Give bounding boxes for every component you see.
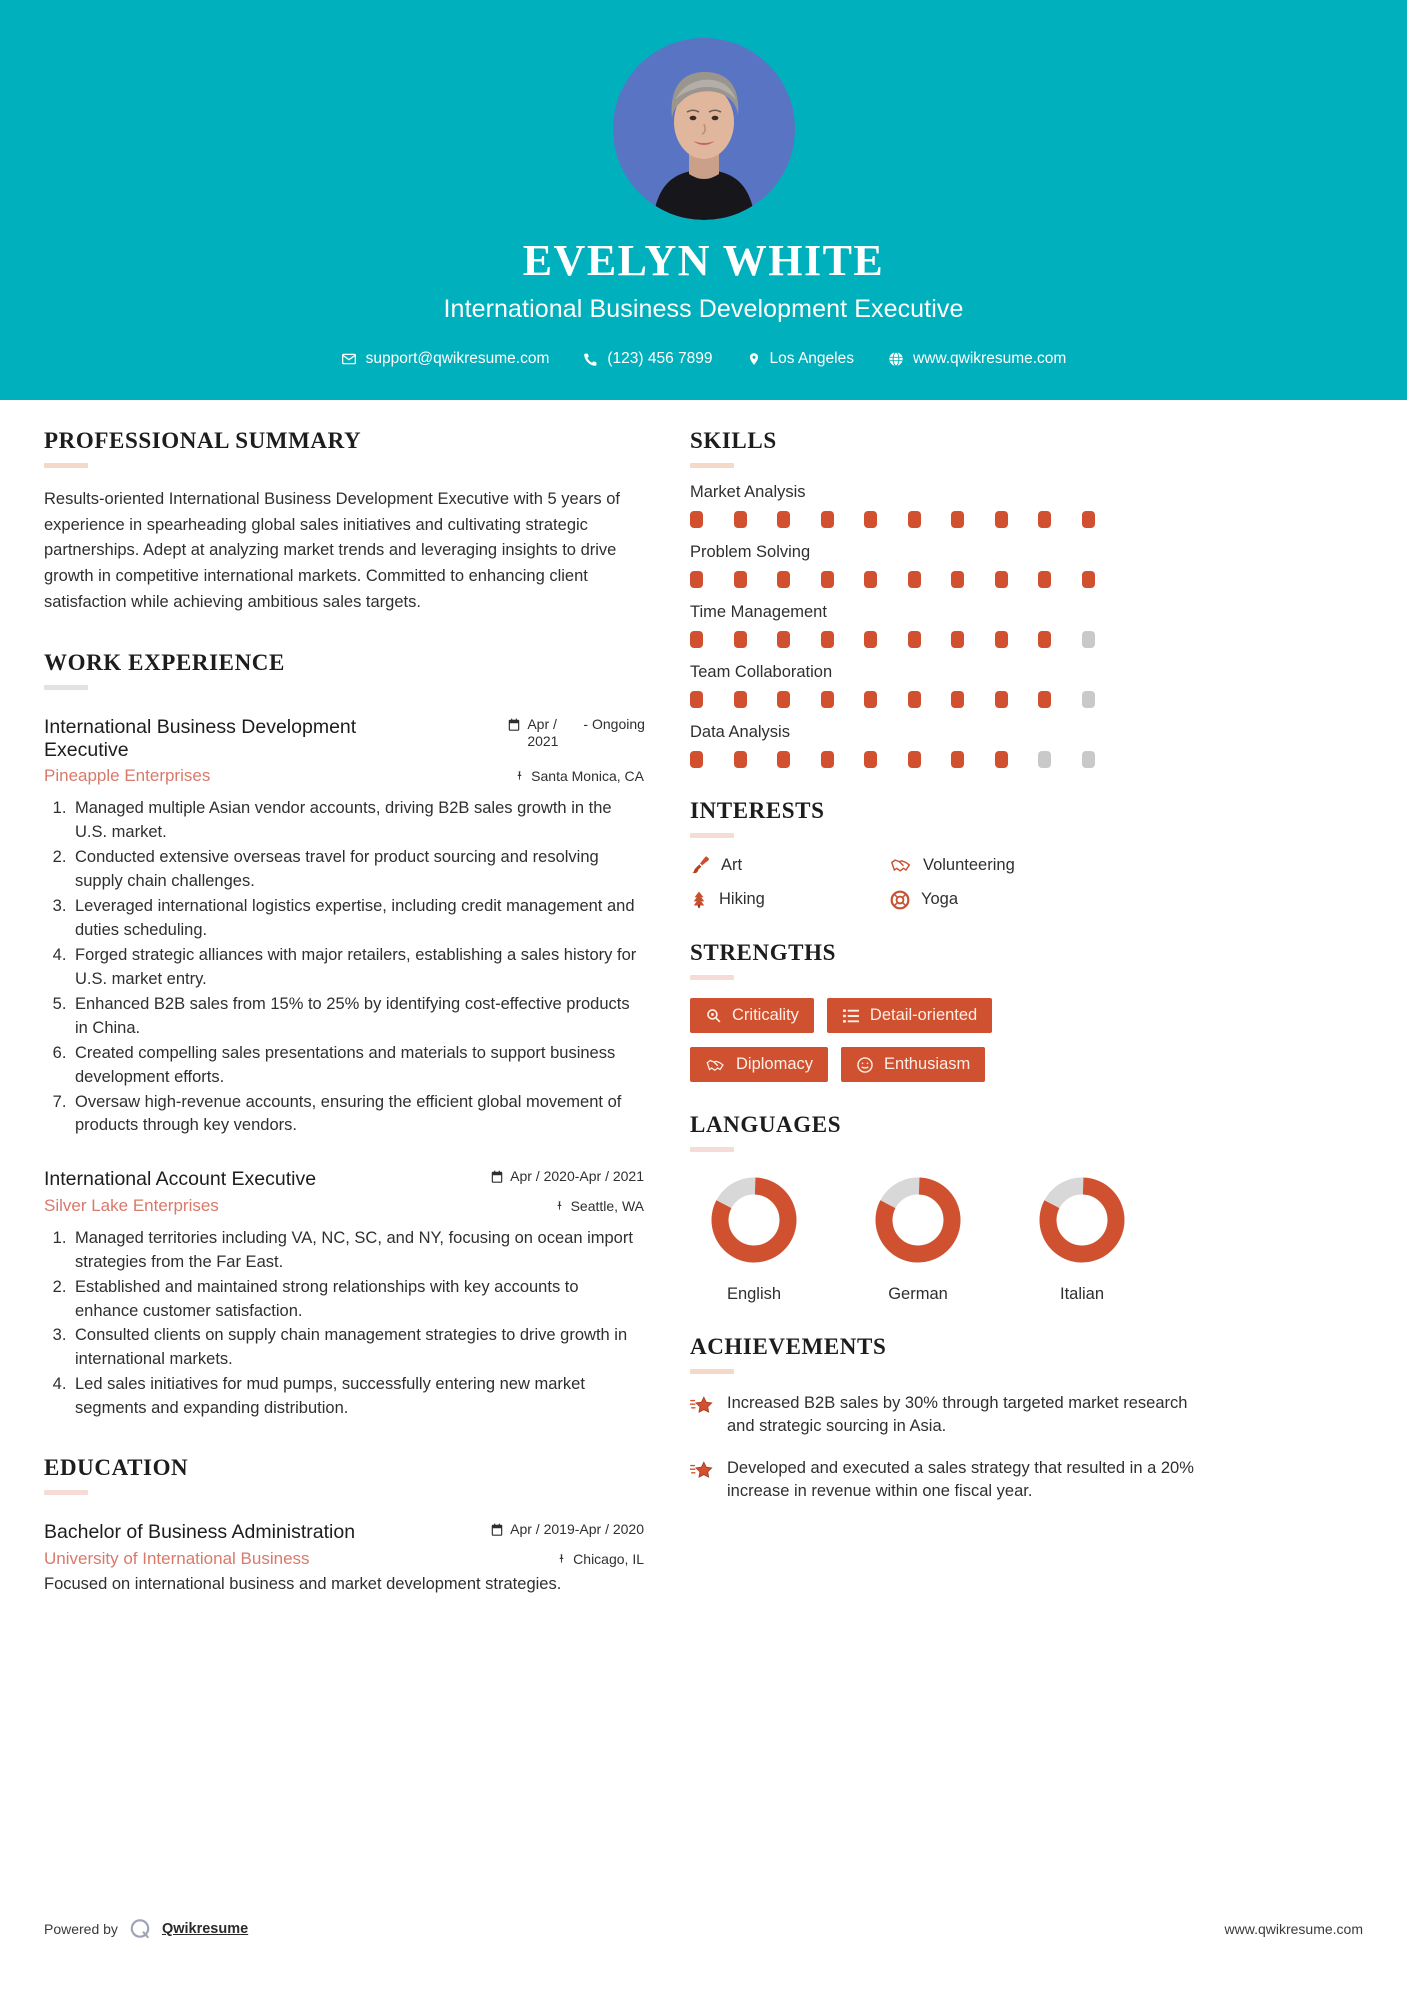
avatar (613, 38, 795, 220)
work-bullet: 3. Leveraged international logistics expertise, including credit management and duties scheduling. (71, 895, 644, 943)
section-rule (690, 463, 734, 468)
skill-dot (1082, 691, 1095, 708)
skill-dot (951, 691, 964, 708)
section-languages (690, 1112, 1210, 1304)
calendar-icon (490, 1170, 504, 1184)
skill-dot (908, 691, 921, 708)
tree-icon (690, 889, 708, 910)
resume-body (0, 400, 1407, 1596)
work-bullet: 4. Led sales initiatives for mud pumps, successfully entering new market segments and expanding distribution. (71, 1373, 644, 1421)
contact-phone[interactable] (566, 350, 729, 368)
magnifier-icon (705, 1007, 722, 1024)
skill-dot (734, 511, 747, 528)
strengths-list (690, 998, 1110, 1082)
strength-chip-diplomacy[interactable] (690, 1047, 828, 1082)
interest-label: Volunteering (923, 855, 1015, 874)
skill-dot (1082, 751, 1095, 768)
skill-dot (821, 691, 834, 708)
skill-dot (690, 511, 703, 528)
interest-item (690, 889, 890, 910)
skill-rating (690, 631, 1095, 648)
work-bullet: 3. Consulted clients on supply chain management strategies to drive growth in international markets. (71, 1324, 644, 1372)
education-degree: Bachelor of Business Administration (44, 1521, 356, 1544)
skill-item (690, 723, 1210, 768)
left-column (44, 428, 644, 1596)
work-entry-head (44, 1168, 644, 1191)
skill-label: Problem Solving (690, 543, 811, 561)
skill-dot (734, 571, 747, 588)
achievement-item (690, 1457, 1210, 1504)
skill-dot (734, 691, 747, 708)
work-bullet: 1. Managed territories including VA, NC, SC, and NY, focusing on ocean import strategies from the Far East. (71, 1227, 644, 1275)
skill-dot (690, 571, 703, 588)
education-date (490, 1521, 644, 1537)
pin-icon (556, 1552, 567, 1566)
section-rule (44, 685, 88, 690)
job-title: International Business Development Executive (443, 295, 964, 324)
section-interests (690, 798, 1210, 910)
skill-dot (1082, 571, 1095, 588)
avatar-photo (613, 38, 795, 220)
achievement-text: Increased B2B sales by 30% through targeted market research and strategic sourcing in Asia. (727, 1394, 1188, 1436)
section-rule (690, 833, 734, 838)
section-heading-skills: SKILLS (690, 428, 777, 453)
contact-website[interactable] (871, 350, 1083, 368)
powered-by-label: Powered by (44, 1921, 118, 1937)
skill-dot (1038, 511, 1051, 528)
section-rule (690, 1369, 734, 1374)
section-rule (690, 975, 734, 980)
brand-link[interactable]: Qwikresume (161, 1921, 249, 1937)
footer-url[interactable]: www.qwikresume.com (1224, 1921, 1363, 1937)
paintbrush-icon (690, 855, 710, 875)
work-bullets (44, 1227, 644, 1421)
work-role: International Account Executive (44, 1168, 317, 1191)
education-location (556, 1551, 644, 1567)
skill-dot (995, 691, 1008, 708)
section-heading-strengths: STRENGTHS (690, 940, 837, 965)
language-donut-chart (1034, 1172, 1130, 1268)
section-achievements (690, 1334, 1210, 1504)
education-date-text: Apr / 2019-Apr / 2020 (510, 1521, 644, 1538)
language-label: English (726, 1285, 782, 1303)
list-icon (842, 1008, 860, 1024)
skill-rating (690, 691, 1095, 708)
work-date-text: Apr / 2020-Apr / 2021 (510, 1168, 644, 1185)
work-bullet: 6. Created compelling sales presentations and materials to support business development efforts. (71, 1042, 644, 1090)
skill-dot (734, 751, 747, 768)
contact-location[interactable] (730, 350, 871, 368)
interest-label: Art (721, 855, 743, 874)
skill-dot (777, 751, 790, 768)
pin-icon (554, 1199, 565, 1213)
skill-dot (821, 571, 834, 588)
section-rule (690, 1147, 734, 1152)
skills-list (690, 483, 1210, 768)
education-entry-head (44, 1521, 644, 1544)
skill-dot (864, 691, 877, 708)
language-item (854, 1172, 982, 1304)
work-location-text: Santa Monica, CA (531, 768, 644, 785)
location-pin-icon (747, 351, 761, 367)
interest-item (890, 855, 1210, 875)
skill-dot (951, 751, 964, 768)
education-entry (44, 1521, 644, 1596)
skill-dot (777, 571, 790, 588)
skill-dot (995, 631, 1008, 648)
skill-dot (690, 691, 703, 708)
globe-icon (888, 351, 904, 367)
contact-location-text: Los Angeles (769, 350, 854, 368)
skill-item (690, 663, 1210, 708)
work-entry-head (44, 716, 644, 763)
work-company: Pineapple Enterprises (44, 766, 211, 786)
education-note: Focused on international business and market development strategies. (44, 1574, 562, 1593)
work-date-end: Ongoing (592, 715, 645, 732)
contact-website-text: www.qwikresume.com (913, 350, 1067, 368)
work-date-separator: - (583, 715, 588, 732)
education-school: University of International Business (44, 1548, 310, 1568)
achievements-list (690, 1392, 1210, 1504)
summary-text: Results-oriented International Business Development Executive with 5 years of experience in spearheading global sales initiatives and cultivating strategic partnerships. Adept at analyzing market trends and leveraging insights to drive growth in competitive international markets. Committed to enhancing client satisfaction while achieving ambitious sales targets. (44, 490, 620, 611)
skill-dot (995, 571, 1008, 588)
work-bullet: 2. Conducted extensive overseas travel for product sourcing and resolving supply chain challenges. (71, 846, 644, 894)
work-bullet: 7. Oversaw high-revenue accounts, ensuring the efficient global movement of products through key vendors. (71, 1091, 644, 1139)
contact-email[interactable] (324, 350, 567, 368)
calendar-icon (490, 1523, 504, 1537)
achievement-item (690, 1392, 1210, 1439)
contact-row (0, 350, 1407, 368)
skill-dot (690, 631, 703, 648)
skill-label: Market Analysis (690, 483, 806, 501)
powered-by (44, 1916, 248, 1942)
language-donut-chart (706, 1172, 802, 1268)
smiley-icon (856, 1056, 874, 1074)
skill-dot (1082, 511, 1095, 528)
work-location (514, 768, 644, 784)
work-date-start: Apr / 2021 (527, 715, 559, 750)
work-bullet: 2. Established and maintained strong relationships with key accounts to enhance customer satisfaction. (71, 1276, 644, 1324)
section-heading-education: EDUCATION (44, 1455, 189, 1481)
skill-dot (864, 511, 877, 528)
work-entry-sub (44, 766, 644, 786)
language-item (690, 1172, 818, 1304)
section-heading-interests: INTERESTS (690, 798, 825, 823)
contact-email-text: support@qwikresume.com (365, 350, 550, 368)
lifebuoy-icon (890, 890, 910, 910)
section-rule (44, 463, 88, 468)
language-donut-chart (870, 1172, 966, 1268)
work-date-range (527, 716, 644, 751)
section-heading-achievements: ACHIEVEMENTS (690, 1334, 887, 1359)
skill-dot (864, 631, 877, 648)
skill-dot (777, 631, 790, 648)
qwikresume-logo-icon (127, 1916, 153, 1942)
calendar-icon (507, 718, 521, 732)
section-work-experience (44, 650, 644, 1421)
skill-rating (690, 751, 1095, 768)
work-entry (44, 1168, 644, 1421)
strength-chip-criticality[interactable] (690, 998, 814, 1033)
work-entry (44, 716, 644, 1139)
skill-dot (951, 631, 964, 648)
strength-chip-detail-oriented[interactable] (827, 998, 992, 1033)
handshake-icon (705, 1056, 726, 1074)
section-strengths (690, 940, 1210, 1082)
work-role: International Business Development Executive (44, 715, 357, 762)
section-heading-languages: LANGUAGES (690, 1112, 842, 1137)
strength-label: Enthusiasm (884, 1055, 971, 1073)
pin-icon (514, 769, 525, 783)
strength-chip-enthusiasm[interactable] (841, 1047, 985, 1082)
skill-dot (777, 691, 790, 708)
work-location (554, 1198, 644, 1214)
skill-label: Time Management (690, 603, 827, 621)
skill-item (690, 603, 1210, 648)
phone-icon (583, 352, 598, 367)
skill-dot (734, 631, 747, 648)
work-bullet: 5. Enhanced B2B sales from 15% to 25% by identifying cost-effective products in China. (71, 993, 644, 1041)
skill-item (690, 483, 1210, 528)
language-label: German (888, 1285, 948, 1303)
shooting-star-icon (690, 1460, 714, 1482)
right-column (690, 428, 1210, 1596)
work-bullets (44, 797, 644, 1138)
skill-dot (1038, 691, 1051, 708)
skill-dot (690, 751, 703, 768)
education-location-text: Chicago, IL (573, 1550, 644, 1567)
strength-label: Criticality (732, 1006, 799, 1024)
work-date (490, 1168, 644, 1184)
footer (0, 1916, 1407, 1942)
skill-dot (864, 571, 877, 588)
language-item (1018, 1172, 1146, 1304)
skill-dot (1082, 631, 1095, 648)
skill-dot (777, 511, 790, 528)
skill-item (690, 543, 1210, 588)
skill-dot (908, 631, 921, 648)
language-label: Italian (1059, 1285, 1105, 1303)
strength-label: Diplomacy (736, 1055, 814, 1073)
skill-dot (995, 511, 1008, 528)
skill-dot (1038, 571, 1051, 588)
skill-rating (690, 571, 1095, 588)
interest-label: Yoga (921, 890, 959, 908)
work-company: Silver Lake Enterprises (44, 1195, 219, 1215)
interests-grid (690, 855, 1210, 910)
work-bullet: 1. Managed multiple Asian vendor accounts, driving B2B sales growth in the U.S. market. (71, 797, 644, 845)
section-professional-summary (44, 428, 644, 616)
section-skills (690, 428, 1210, 768)
section-rule (44, 1490, 88, 1495)
skill-dot (995, 751, 1008, 768)
languages-list (690, 1172, 1210, 1304)
achievement-text: Developed and executed a sales strategy that resulted in a 20% increase in revenue within one fiscal year. (727, 1458, 1194, 1501)
work-location-text: Seattle, WA (570, 1197, 644, 1214)
skill-dot (908, 751, 921, 768)
envelope-icon (341, 351, 357, 367)
interest-item (890, 889, 1210, 910)
skill-dot (951, 571, 964, 588)
interest-label: Hiking (719, 890, 765, 908)
skill-dot (951, 511, 964, 528)
skill-dot (864, 751, 877, 768)
skill-dot (908, 511, 921, 528)
education-entry-sub (44, 1549, 644, 1569)
interest-item (690, 855, 890, 875)
skill-rating (690, 511, 1095, 528)
work-date (507, 716, 644, 751)
resume-header (0, 0, 1407, 400)
section-education (44, 1455, 644, 1596)
skill-dot (821, 751, 834, 768)
contact-phone-text: (123) 456 7899 (607, 350, 713, 368)
skill-dot (821, 631, 834, 648)
shooting-star-icon (690, 1395, 714, 1417)
skill-dot (1038, 631, 1051, 648)
skill-dot (1038, 751, 1051, 768)
section-heading-summary: PROFESSIONAL SUMMARY (44, 428, 362, 453)
skill-dot (821, 511, 834, 528)
handshake-icon (890, 855, 912, 875)
skill-label: Team Collaboration (690, 663, 833, 681)
work-entry-sub (44, 1196, 644, 1216)
skill-label: Data Analysis (690, 723, 790, 741)
work-bullet: 4. Forged strategic alliances with major retailers, establishing a sales history for U.S. market entry. (71, 944, 644, 992)
skill-dot (908, 571, 921, 588)
page-title: EVELYN WHITE (522, 236, 885, 285)
section-heading-work: WORK EXPERIENCE (44, 649, 285, 675)
strength-label: Detail-oriented (869, 1006, 978, 1024)
